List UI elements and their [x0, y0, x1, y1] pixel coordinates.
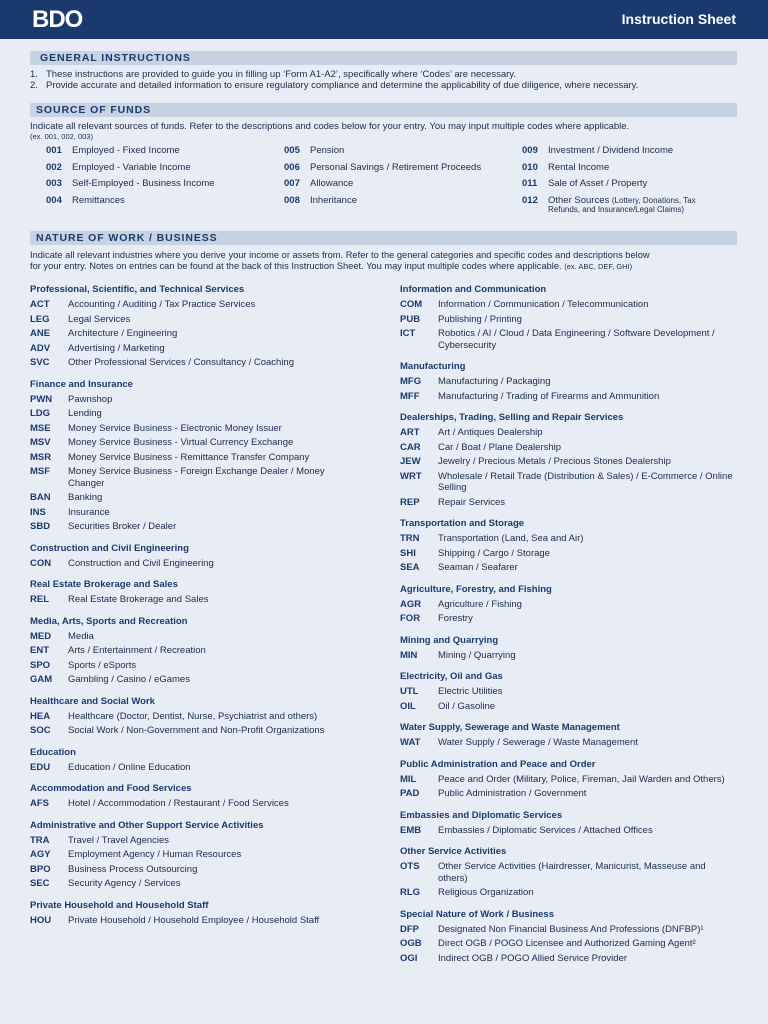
code-label: TRA [30, 834, 50, 846]
code-label: SEC [30, 878, 50, 889]
code-row [400, 497, 735, 509]
category-group [400, 283, 735, 351]
code-row [30, 594, 360, 606]
code-label: LDG [30, 408, 51, 419]
code-row [400, 391, 735, 403]
code-description: Real Estate Brokerage and Sales [68, 594, 209, 605]
code-description: Money Service Business - Foreign Exchange Dealer / Money Changer [68, 466, 325, 489]
code-description: Other Professional Services / Consultancy / Coaching [68, 357, 294, 368]
code-row [30, 408, 360, 420]
code-label: UTL [400, 686, 419, 697]
code-label: SEA [400, 562, 420, 573]
code-row [30, 466, 360, 489]
category-title: Other Service Activities [400, 846, 507, 857]
code-label: MSE [30, 422, 51, 434]
category-title: Education [30, 746, 76, 758]
code-row [400, 456, 735, 468]
code-row [400, 788, 735, 800]
code-description: Business Process Outsourcing [68, 863, 198, 875]
code-label: MSF [30, 466, 51, 477]
category-title: Media, Arts, Sports and Recreation [30, 615, 188, 627]
source-example: (ex. 001, 002, 003) [30, 132, 93, 141]
code-label: LEG [30, 313, 50, 325]
code-row [400, 314, 735, 326]
general-instructions-list [30, 69, 740, 91]
category-group [400, 360, 735, 402]
category-group [400, 634, 735, 662]
category-title: Water Supply, Sewerage and Waste Management [400, 722, 620, 733]
code-description: Accounting / Auditing / Tax Practice Services [68, 299, 256, 310]
code-label: CON [30, 557, 52, 569]
code-row [400, 427, 735, 439]
code-label: HOU [30, 914, 52, 926]
code-description: Manufacturing / Packaging [438, 376, 551, 387]
code-row [30, 558, 360, 570]
category-title: Healthcare and Social Work [30, 695, 155, 707]
nature-left-column [30, 283, 360, 935]
code-row [30, 864, 360, 876]
source-intro: Indicate all relevant sources of funds. Refer to the descriptions and codes below for your entry. You may input multiple codes where applicable. [30, 121, 630, 132]
code-description: Indirect OGB / POGO Allied Service Provider [438, 952, 628, 964]
source-of-funds-title: SOURCE OF FUNDS [36, 104, 152, 116]
code-description: Architecture / Engineering [68, 328, 178, 339]
code-description: Religious Organization [438, 887, 534, 898]
code-description: Wholesale / Retail Trade (Distribution & Sales) / E-Commerce / Online Selling [438, 470, 733, 493]
code-description: Money Service Business - Remittance Transfer Company [68, 451, 310, 463]
code-label: SBD [30, 521, 51, 532]
code-row [400, 442, 735, 454]
code-label: PAD [400, 788, 420, 799]
category-group [400, 758, 735, 800]
category-group [400, 845, 735, 899]
code-label: AFS [30, 798, 49, 809]
category-title: Manufacturing [400, 361, 466, 372]
code-row [30, 521, 360, 533]
code-label: WRT [400, 470, 422, 482]
code-label: OGB [400, 938, 422, 949]
code-description: Legal Services [68, 313, 131, 325]
code-row [400, 686, 735, 698]
code-description: Hotel / Accommodation / Restaurant / Food Services [68, 798, 289, 809]
code-label: REL [30, 594, 49, 605]
page-title: Instruction Sheet [621, 11, 736, 27]
code-row [30, 631, 360, 643]
code-row [400, 861, 735, 884]
code-row [30, 915, 360, 927]
code-description: Designated Non Financial Business And Professions (DNFBP)¹ [438, 923, 704, 935]
code-row [400, 562, 735, 574]
code-row [400, 825, 735, 837]
code-label: MED [30, 630, 52, 642]
category-group [400, 583, 735, 625]
code-row [400, 774, 735, 786]
code-label: ART [400, 427, 420, 438]
code-label: SVC [30, 357, 50, 368]
nature-of-work-title: NATURE OF WORK / BUSINESS [36, 232, 218, 244]
category-title: Embassies and Diplomatic Services [400, 809, 563, 821]
code-row [400, 701, 735, 713]
category-group [400, 411, 735, 508]
code-label: MSV [30, 437, 51, 448]
code-row [400, 299, 735, 311]
code-description: Manufacturing / Trading of Firearms and Ammunition [438, 390, 660, 402]
code-label: OTS [400, 861, 420, 872]
category-group [400, 670, 735, 712]
category-title: Agriculture, Forestry, and Fishing [400, 583, 552, 595]
nature-intro: Indicate all relevant industries where you derive your income or assets from. Refer to the general categories and specific codes and descriptions below for your entry. Notes on entries can be found at the back of this Instruction Sheet. You may input multiple codes where applicable. (ex. ABC, DEF, GHI) [30, 250, 650, 271]
category-title: Electricity, Oil and Gas [400, 671, 503, 682]
code-label: CAR [400, 441, 421, 453]
code-label: OGI [400, 952, 418, 964]
code-description: Transportation (Land, Sea and Air) [438, 533, 584, 544]
code-label: INS [30, 506, 46, 518]
code-row [30, 492, 360, 504]
category-title: Finance and Insurance [30, 378, 133, 390]
code-label: PWN [30, 393, 53, 405]
code-label: EDU [30, 761, 51, 773]
code-description: Construction and Civil Engineering [68, 557, 214, 569]
code-label: SPO [30, 659, 51, 671]
code-row [400, 548, 735, 560]
code-description: Pawnshop [68, 393, 113, 405]
code-description: Shipping / Cargo / Storage [438, 547, 550, 559]
category-group [30, 578, 360, 606]
code-description: Media [68, 630, 94, 642]
code-row [30, 507, 360, 519]
code-row [30, 394, 360, 406]
code-description: Private Household / Household Employee / Household Staff [68, 914, 320, 926]
code-label: EMB [400, 824, 422, 836]
code-row [30, 674, 360, 686]
code-description: Education / Online Education [68, 761, 191, 773]
code-row [30, 849, 360, 861]
category-group [30, 819, 360, 890]
code-label: ANE [30, 328, 51, 339]
code-label: BAN [30, 492, 51, 503]
code-description: Car / Boat / Plane Dealership [438, 441, 562, 453]
category-title: Mining and Quarrying [400, 634, 499, 646]
code-label: HEA [30, 710, 51, 722]
code-description: Banking [68, 492, 103, 503]
code-description: Securities Broker / Dealer [68, 521, 177, 532]
code-row [30, 835, 360, 847]
code-description: Jewelry / Precious Metals / Precious Stones Dealership [438, 456, 671, 467]
code-row [400, 533, 735, 545]
code-row [400, 599, 735, 611]
code-description: Gambling / Casino / eGames [68, 674, 190, 685]
code-row [400, 737, 735, 749]
code-label: DFP [400, 923, 419, 935]
category-group [400, 809, 735, 837]
code-row [400, 887, 735, 899]
code-row [400, 471, 735, 494]
code-label: MIN [400, 649, 418, 661]
code-description: Security Agency / Services [68, 878, 181, 889]
code-label: PUB [400, 313, 421, 325]
code-row [400, 650, 735, 662]
category-group [30, 378, 360, 533]
code-row [400, 938, 735, 950]
code-row [30, 878, 360, 890]
category-group [30, 283, 360, 369]
code-description: Travel / Travel Agencies [68, 834, 170, 846]
category-group [30, 899, 360, 927]
category-group [30, 746, 360, 774]
code-description: Healthcare (Doctor, Dentist, Nurse, Psychiatrist and others) [68, 710, 318, 722]
code-description: Mining / Quarrying [438, 649, 516, 661]
code-description: Electric Utilities [438, 686, 503, 697]
code-row [30, 437, 360, 449]
code-description: Insurance [68, 506, 110, 518]
category-title: Real Estate Brokerage and Sales [30, 579, 178, 590]
code-description: Agriculture / Fishing [438, 598, 522, 610]
code-description: Seaman / Seafarer [438, 562, 518, 573]
instruction-item: 2. Provide accurate and detailed information to ensure regulatory compliance and determine the applicability of due diligence, where necessary. [30, 80, 639, 91]
bdo-logo: BDO [32, 6, 83, 33]
code-label: OIL [400, 700, 416, 712]
category-title: Professional, Scientific, and Technical Services [30, 284, 245, 295]
code-label: BPO [30, 863, 51, 875]
code-label: SOC [30, 725, 51, 736]
code-label: MSR [30, 451, 52, 463]
code-description: Public Administration / Government [438, 788, 587, 799]
category-title: Transportation and Storage [400, 518, 525, 529]
code-label: JEW [400, 456, 421, 467]
code-row [30, 645, 360, 657]
code-description: Robotics / AI / Cloud / Data Engineering / Software Development / Cybersecurity [438, 328, 715, 351]
code-description: Advertising / Marketing [68, 342, 165, 354]
code-description: Water Supply / Sewerage / Waste Management [438, 737, 638, 748]
category-title: Public Administration and Peace and Order [400, 758, 596, 770]
nature-right-column [400, 283, 735, 973]
code-label: REP [400, 496, 420, 508]
code-label: MFF [400, 390, 420, 402]
category-title: Accommodation and Food Services [30, 783, 192, 794]
code-description: Other Service Activities (Hairdresser, Manicurist, Masseuse and others) [438, 861, 706, 884]
code-label: COM [400, 299, 423, 310]
code-label: TRN [400, 533, 420, 544]
code-description: Arts / Entertainment / Recreation [68, 645, 206, 656]
code-description: Forestry [438, 613, 473, 624]
code-description: Social Work / Non-Government and Non-Profit Organizations [68, 725, 325, 736]
code-description: Money Service Business - Virtual Currency Exchange [68, 437, 294, 448]
code-label: SHI [400, 547, 416, 559]
category-title: Special Nature of Work / Business [400, 908, 554, 920]
code-description: Repair Services [438, 496, 506, 508]
instruction-item: 1. These instructions are provided to guide you in filling up ‘Form A1-A2’, specifically where ‘Codes’ are necessary. [30, 69, 516, 80]
category-group [30, 615, 360, 686]
code-row [400, 328, 735, 351]
code-label: ADV [30, 342, 51, 354]
code-row [400, 613, 735, 625]
code-label: AGY [30, 849, 51, 860]
code-row [30, 357, 360, 369]
code-row [30, 299, 360, 311]
code-label: GAM [30, 674, 53, 685]
code-description: Art / Antiques Dealership [438, 427, 543, 438]
code-description: Information / Communication / Telecommunication [438, 299, 649, 310]
category-title: Private Household and Household Staff [30, 899, 209, 911]
code-row [30, 328, 360, 340]
category-title: Information and Communication [400, 284, 547, 295]
category-group [400, 517, 735, 574]
code-row [400, 924, 735, 936]
code-row [30, 762, 360, 774]
code-description: Employment Agency / Human Resources [68, 849, 242, 860]
category-group [400, 721, 735, 749]
code-label: AGR [400, 598, 422, 610]
code-description: Oil / Gasoline [438, 700, 496, 712]
code-description: Peace and Order (Military, Police, Fireman, Jail Warden and Others) [438, 773, 725, 785]
code-label: ACT [30, 299, 50, 310]
category-group [30, 782, 360, 810]
code-row [30, 343, 360, 355]
code-label: ENT [30, 645, 49, 656]
code-label: MFG [400, 376, 422, 387]
category-group [30, 542, 360, 570]
code-row [30, 660, 360, 672]
code-description: Embassies / Diplomatic Services / Attached Offices [438, 824, 653, 836]
category-title: Construction and Civil Engineering [30, 542, 189, 554]
code-label: MIL [400, 773, 417, 785]
code-row [30, 314, 360, 326]
category-group [30, 695, 360, 737]
category-title: Administrative and Other Support Service Activities [30, 819, 264, 831]
code-label: WAT [400, 737, 421, 748]
code-row [30, 711, 360, 723]
code-description: Money Service Business - Electronic Money Issuer [68, 422, 282, 434]
code-row [30, 423, 360, 435]
code-label: FOR [400, 613, 421, 624]
code-row [30, 798, 360, 810]
code-label: ICT [400, 328, 416, 339]
code-description: Lending [68, 408, 102, 419]
code-description: Publishing / Printing [438, 313, 522, 325]
code-description: Direct OGB / POGO Licensee and Authorized Gaming Agent² [438, 938, 696, 949]
category-group [400, 908, 735, 965]
code-label: RLG [400, 887, 421, 898]
code-row [30, 452, 360, 464]
code-row [30, 725, 360, 737]
code-row [400, 953, 735, 965]
page-header [0, 0, 768, 39]
category-title: Dealerships, Trading, Selling and Repair Services [400, 412, 624, 423]
general-instructions-title: GENERAL INSTRUCTIONS [40, 52, 191, 64]
code-row [400, 376, 735, 388]
code-description: Sports / eSports [68, 659, 137, 671]
